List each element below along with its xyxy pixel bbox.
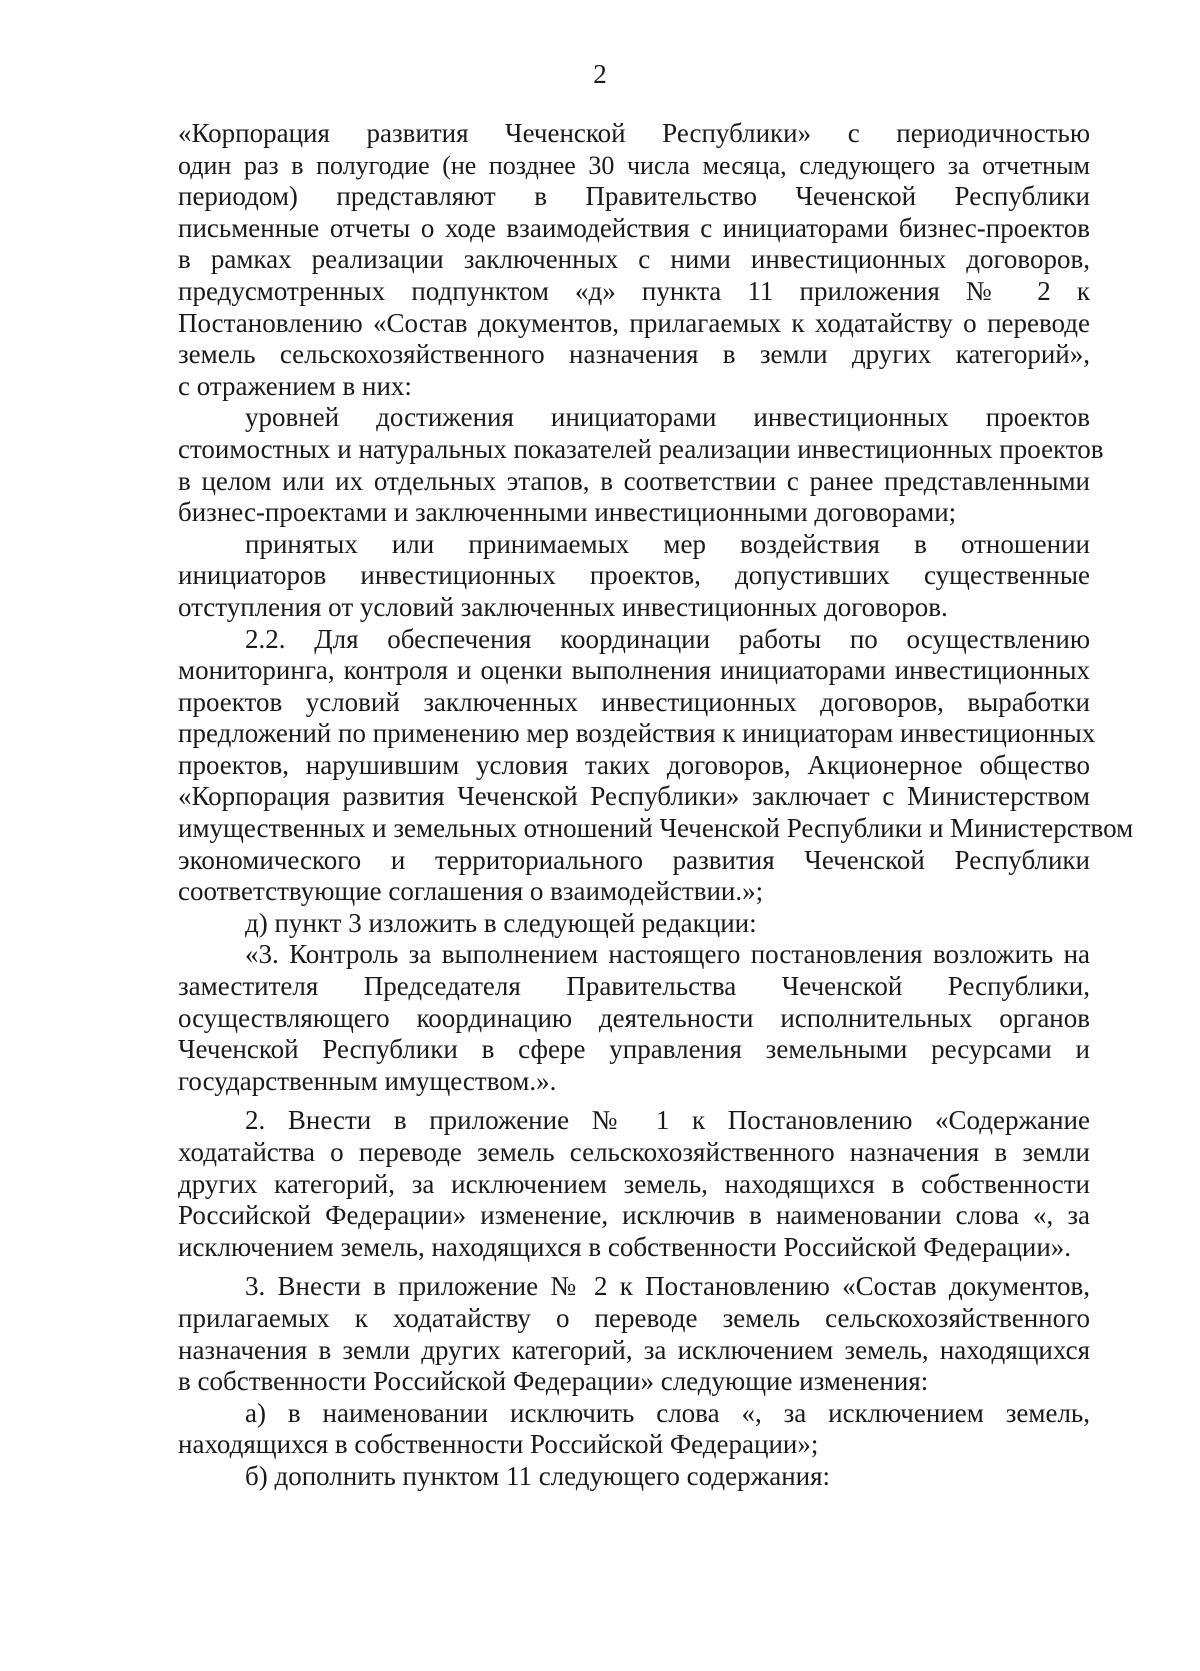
text-line: находящихся в собственности Российской Федерации»; [178, 1429, 819, 1460]
text-line: стоимостных и натуральных показателей реализации инвестиционных проектов [178, 433, 1104, 464]
text-line: назначения в земли других категорий, за исключением земель, находящихся [178, 1334, 1090, 1365]
text-line: принятых или принимаемых мер воздействия в отношении [245, 528, 1090, 559]
text-line: Российской Федерации» изменение, исключив в наименовании слова «, за [178, 1200, 1090, 1231]
paragraph [178, 623, 1134, 908]
text-line: имущественных и земельных отношений Чеченской Республики и Министерством [178, 813, 1134, 844]
text-line: а) в наименовании исключить слова «, за исключением земель, [245, 1397, 1090, 1428]
text-line: бизнес-проектами и заключенными инвестиционными договорами; [178, 497, 957, 528]
text-line: отступления от условий заключенных инвестиционных договоров. [178, 591, 948, 622]
text-line: 3. Внести в приложение № 2 к Постановлению «Состав документов, [245, 1271, 1090, 1302]
text-line: один раз в полугодие (не позднее 30 числа месяца, следующего за отчетным [178, 150, 1090, 180]
text-line: заместителя Председателя Правительства Чеченской Республики, [178, 971, 1090, 1002]
paragraph [178, 939, 1090, 1097]
text-line: б) дополнить пунктом 11 следующего содержания: [245, 1460, 831, 1491]
paragraph [178, 1271, 1090, 1397]
paragraph-spacer [178, 1263, 1090, 1271]
paragraph [178, 118, 1090, 402]
paragraph-spacer [178, 1097, 1090, 1105]
paragraph [178, 1461, 1090, 1493]
paragraph [178, 402, 1104, 528]
text-line: письменные отчеты о ходе взаимодействия с инициаторами бизнес-проектов [178, 212, 1090, 243]
text-line: периодом) представляют в Правительство Чеченской Республики [178, 181, 1090, 212]
paragraph [178, 1398, 1090, 1461]
paragraph [178, 908, 1090, 940]
text-line: предложений по применению мер воздействия к инициаторам инвестиционных [178, 718, 1096, 749]
text-line: государственным имуществом.». [178, 1065, 557, 1096]
text-line: 2.2. Для обеспечения координации работы по осуществлению [245, 623, 1090, 654]
text-line: исключением земель, находящихся в собственности Российской Федерации». [178, 1231, 1072, 1262]
text-line: с отражением в них: [178, 370, 412, 401]
text-line: осуществляющего координацию деятельности исполнительных органов [178, 1002, 1090, 1033]
text-line: в целом или их отдельных этапов, в соответствии с ранее представленными [178, 465, 1090, 496]
text-line: в рамках реализации заключенных с ними инвестиционных договоров, [178, 244, 1090, 275]
text-line: проектов условий заключенных инвестиционных договоров, выработки [178, 686, 1090, 717]
document-body [178, 118, 1134, 1493]
text-line: «3. Контроль за выполнением настоящего постановления возложить на [245, 939, 1090, 970]
text-line: соответствующие соглашения о взаимодействии.»; [178, 876, 764, 907]
text-line: ходатайства о переводе земель сельскохозяйственного назначения в земли [178, 1137, 1090, 1167]
text-line: в собственности Российской Федерации» следующие изменения: [178, 1366, 929, 1397]
page-number: 2 [593, 59, 607, 89]
text-line: инициаторов инвестиционных проектов, допустивших существенные [178, 560, 1090, 591]
text-line: прилагаемых к ходатайству о переводе земель сельскохозяйственного [178, 1302, 1090, 1333]
paragraph [178, 529, 1090, 624]
text-line: д) пункт 3 изложить в следующей редакции: [245, 907, 757, 938]
text-line: 2. Внести в приложение № 1 к Постановлению «Содержание [245, 1105, 1090, 1136]
text-line: проектов, нарушившим условия таких договоров, Акционерное общество [178, 749, 1090, 780]
text-line: уровней достижения инициаторами инвестиционных проектов [245, 402, 1090, 433]
text-line: предусмотренных подпунктом «д» пункта 11 приложения № 2 к [178, 275, 1090, 306]
text-line: «Корпорация развития Чеченской Республики» заключает с Министерством [178, 781, 1090, 812]
text-line: экономического и территориального развития Чеченской Республики [178, 844, 1090, 875]
text-line: мониторинга, контроля и оценки выполнения инициаторами инвестиционных [178, 655, 1090, 686]
text-line: Чеченской Республики в сфере управления земельными ресурсами и [178, 1034, 1090, 1065]
text-line: «Корпорация развития Чеченской Республики» с периодичностью [178, 118, 1090, 148]
text-line: других категорий, за исключением земель, находящихся в собственности [178, 1168, 1090, 1199]
text-line: Постановлению «Состав документов, прилагаемых к ходатайству о переводе [178, 307, 1090, 338]
text-line: земель сельскохозяйственного назначения в земли других категорий», [178, 339, 1090, 370]
paragraph [178, 1105, 1090, 1263]
